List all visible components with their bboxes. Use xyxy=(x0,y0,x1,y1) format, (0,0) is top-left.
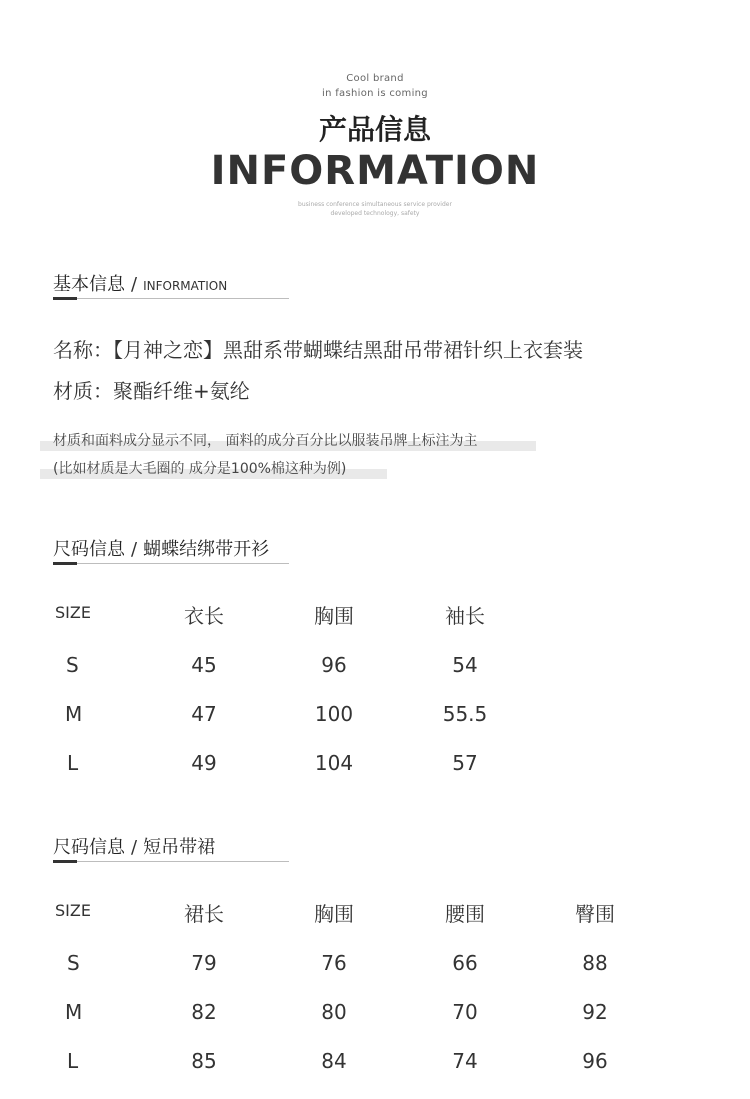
section-title-size-dress xyxy=(53,833,215,859)
table-header-sleeve: 袖长 xyxy=(445,604,485,628)
section-title-slash: / xyxy=(131,539,138,560)
table-cell: 54 xyxy=(452,653,478,677)
table-cell-size: L xyxy=(67,1049,79,1073)
table-cell: 45 xyxy=(191,653,217,677)
page-title-en: INFORMATION xyxy=(210,148,540,194)
table-cell: 80 xyxy=(321,1000,347,1024)
table-cell-size: S xyxy=(66,653,79,677)
section-subtitle: 短吊带裙 xyxy=(143,837,216,858)
section-title-cn: 尺码信息 xyxy=(53,539,125,560)
table-header-size: SIZE xyxy=(55,901,91,920)
table-cell: 76 xyxy=(321,951,347,975)
table-cell: 104 xyxy=(314,751,354,775)
table-cell: 100 xyxy=(314,702,354,726)
material-note-2: (比如材质是大毛圈的 成分是100%棉这种为例) xyxy=(53,461,347,477)
table-cell: 70 xyxy=(452,1000,478,1024)
section-title-en: INFORMATION xyxy=(143,279,228,293)
section-subtitle: 蝴蝶结绑带开衫 xyxy=(143,539,270,560)
table-cell-size: M xyxy=(65,702,83,726)
section-divider xyxy=(53,298,289,299)
header-fine-print-2: developed technology, safety xyxy=(330,210,420,217)
page-title-cn: 产品信息 xyxy=(318,113,431,146)
table-cell: 88 xyxy=(582,951,608,975)
section-title-basic-info xyxy=(53,270,227,296)
table-cell: 92 xyxy=(582,1000,608,1024)
material-note-1: 材质和面料成分显示不同， 面料的成分百分比以服装吊牌上标注为主 xyxy=(53,433,478,449)
table-cell: 84 xyxy=(321,1049,347,1073)
table-cell: 49 xyxy=(191,751,217,775)
table-cell: 85 xyxy=(191,1049,217,1073)
section-divider-accent xyxy=(53,860,77,863)
table-cell: 74 xyxy=(452,1049,478,1073)
section-divider-accent xyxy=(53,562,77,565)
table-cell: 66 xyxy=(452,951,478,975)
section-title-cn: 基本信息 xyxy=(53,274,125,295)
section-title-slash: / xyxy=(131,837,138,858)
table-cell-size: M xyxy=(65,1000,83,1024)
table-cell: 96 xyxy=(321,653,347,677)
table-header-chest: 胸围 xyxy=(314,902,354,926)
table-cell: 57 xyxy=(452,751,478,775)
header-tagline-2: in fashion is coming xyxy=(322,88,428,99)
table-cell-size: S xyxy=(67,951,80,975)
section-divider-accent xyxy=(53,297,77,300)
section-divider xyxy=(53,861,289,862)
table-cell: 47 xyxy=(191,702,217,726)
table-cell: 55.5 xyxy=(442,702,488,726)
section-title-size-cardigan xyxy=(53,535,269,561)
section-title-cn: 尺码信息 xyxy=(53,837,125,858)
header-tagline-1: Cool brand xyxy=(346,73,404,84)
table-cell: 79 xyxy=(191,951,217,975)
table-header-size: SIZE xyxy=(55,603,91,622)
table-header-length: 衣长 xyxy=(184,604,224,628)
product-material: 材质：聚酯纤维+氨纶 xyxy=(53,379,250,403)
table-header-waist: 腰围 xyxy=(445,902,485,926)
section-divider xyxy=(53,563,289,564)
table-cell: 96 xyxy=(582,1049,608,1073)
table-header-hip: 臀围 xyxy=(575,902,615,926)
table-cell: 82 xyxy=(191,1000,217,1024)
product-name: 名称：【月神之恋】黑甜系带蝴蝶结黑甜吊带裙针织上衣套装 xyxy=(53,338,583,362)
section-title-slash: / xyxy=(131,274,138,295)
table-header-skirt-length: 裙长 xyxy=(184,902,224,926)
header-fine-print-1: business conference simultaneous service provider xyxy=(298,201,452,208)
table-cell-size: L xyxy=(67,751,79,775)
table-header-chest: 胸围 xyxy=(314,604,354,628)
